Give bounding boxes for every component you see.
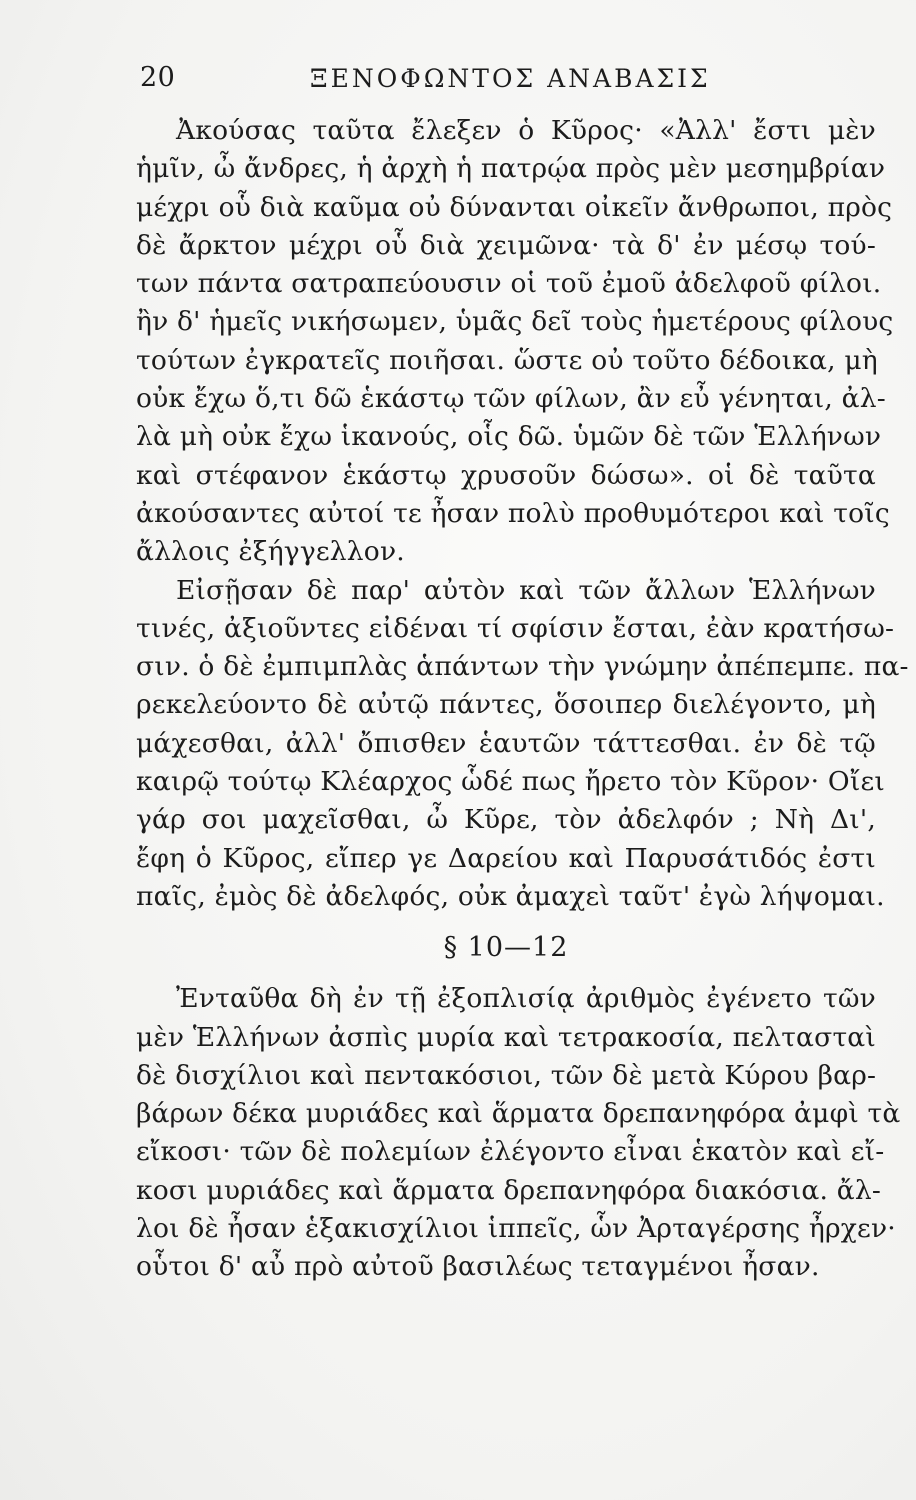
text-line: κοσι μυριάδες καὶ ἅρματα δρεπανηφόρα διακόσια. ἄλ- xyxy=(136,1174,881,1206)
text-line: λοι δὲ ἦσαν ἑξακισχίλιοι ἱππεῖς, ὧν Ἀρταγέρσης ἦρχεν· xyxy=(136,1213,896,1245)
page-number: 20 xyxy=(140,62,176,93)
text-line: μέχρι οὗ διὰ καῦμα οὐ δύνανται οἰκεῖν ἄνθρωποι, πρὸς xyxy=(136,191,893,223)
text-line: ἢν δ' ἡμεῖς νικήσωμεν, ὑμᾶς δεῖ τοὺς ἡμετέρους φίλους xyxy=(136,306,894,338)
text-line: εἴκοσι· τῶν δὲ πολεμίων ἐλέγοντο εἶναι ἑκατὸν καὶ εἴ- xyxy=(136,1136,885,1168)
text-line: παῖς, ἐμὸς δὲ ἀδελφός, οὐκ ἀμαχεὶ ταῦτ' ἐγὼ λήψομαι. xyxy=(136,880,885,912)
text-line: μὲν Ἑλλήνων ἀσπὶς μυρία καὶ τετρακοσία, πελτασταὶ xyxy=(136,1021,876,1053)
text-line: ρεκελεύοντο δὲ αὐτῷ πάντες, ὅσοιπερ διελέγοντο, μὴ xyxy=(136,689,876,721)
text-line: λὰ μὴ οὐκ ἔχω ἱκανούς, οἷς δῶ. ὑμῶν δὲ τῶν Ἑλλήνων xyxy=(136,421,882,453)
text-line: ἡμῖν, ὦ ἄνδρες, ἡ ἀρχὴ ἡ πατρῴα πρὸς μὲν μεσημβρίαν xyxy=(136,153,886,185)
running-title: ΞΕΝΟΦΩΝΤΟΣ ΑΝΑΒΑΣΙΣ xyxy=(310,64,711,93)
section-heading: § 10—12 xyxy=(443,932,569,964)
body-text xyxy=(136,112,909,1287)
text-line: καὶ στέφανον ἑκάστῳ χρυσοῦν δώσω». οἱ δὲ ταῦτα xyxy=(136,459,876,491)
text-line: Ἐνταῦθα δὴ ἐν τῇ ἐξοπλισίᾳ ἀριθμὸς ἐγένετο τῶν xyxy=(176,983,876,1015)
text-line: ἄλλοις ἐξήγγελλον. xyxy=(136,536,405,568)
text-line: των πάντα σατραπεύουσιν οἱ τοῦ ἐμοῦ ἀδελφοῦ φίλοι. xyxy=(136,268,882,300)
text-line: γάρ σοι μαχεῖσθαι, ὦ Κῦρε, τὸν ἀδελφόν ; Νὴ Δι', xyxy=(136,804,876,836)
text-line: σιν. ὁ δὲ ἐμπιμπλὰς ἁπάντων τὴν γνώμην ἀπέπεμπε. πα- xyxy=(136,651,909,683)
text-line: βάρων δέκα μυριάδες καὶ ἅρματα δρεπανηφόρα ἀμφὶ τὰ xyxy=(136,1098,901,1130)
text-line: οὐκ ἔχω ὅ,τι δῶ ἑκάστῳ τῶν φίλων, ἂν εὖ γένηται, ἀλ- xyxy=(136,383,886,415)
text-line: δὲ δισχίλιοι καὶ πεντακόσιοι, τῶν δὲ μετὰ Κύρου βαρ- xyxy=(136,1059,877,1091)
text-line: ἀκούσαντες αὐτοί τε ἦσαν πολὺ προθυμότεροι καὶ τοῖς xyxy=(136,497,890,529)
text-line: ἔφη ὁ Κῦρος, εἴπερ γε Δαρείου καὶ Παρυσάτιδός ἐστι xyxy=(136,842,876,874)
text-line: τινές, ἀξιοῦντες εἰδέναι τί σφίσιν ἔσται, ἐὰν κρατήσω- xyxy=(136,612,895,644)
text-line: Ἀκούσας ταῦτα ἔλεξεν ὁ Κῦρος· «Ἀλλ' ἔστι μὲν xyxy=(176,115,876,146)
text-line: μάχεσθαι, ἀλλ' ὄπισθεν ἑαυτῶν τάττεσθαι. ἐν δὲ τῷ xyxy=(136,727,876,759)
text-line: τούτων ἐγκρατεῖς ποιῆσαι. ὥστε οὐ τοῦτο δέδοικα, μὴ xyxy=(136,344,878,376)
text-line: καιρῷ τούτῳ Κλέαρχος ὧδέ πως ἤρετο τὸν Κῦρον· Οἴει xyxy=(136,766,885,798)
text-line: δὲ ἄρκτον μέχρι οὗ διὰ χειμῶνα· τὰ δ' ἐν μέσῳ τού- xyxy=(136,229,876,261)
text-line: οὗτοι δ' αὖ πρὸ αὐτοῦ βασιλέως τεταγμένοι ἦσαν. xyxy=(136,1251,820,1283)
text-line: Εἰσῇσαν δὲ παρ' αὐτὸν καὶ τῶν ἄλλων Ἑλλήνων xyxy=(176,574,876,606)
page-header xyxy=(140,62,830,102)
